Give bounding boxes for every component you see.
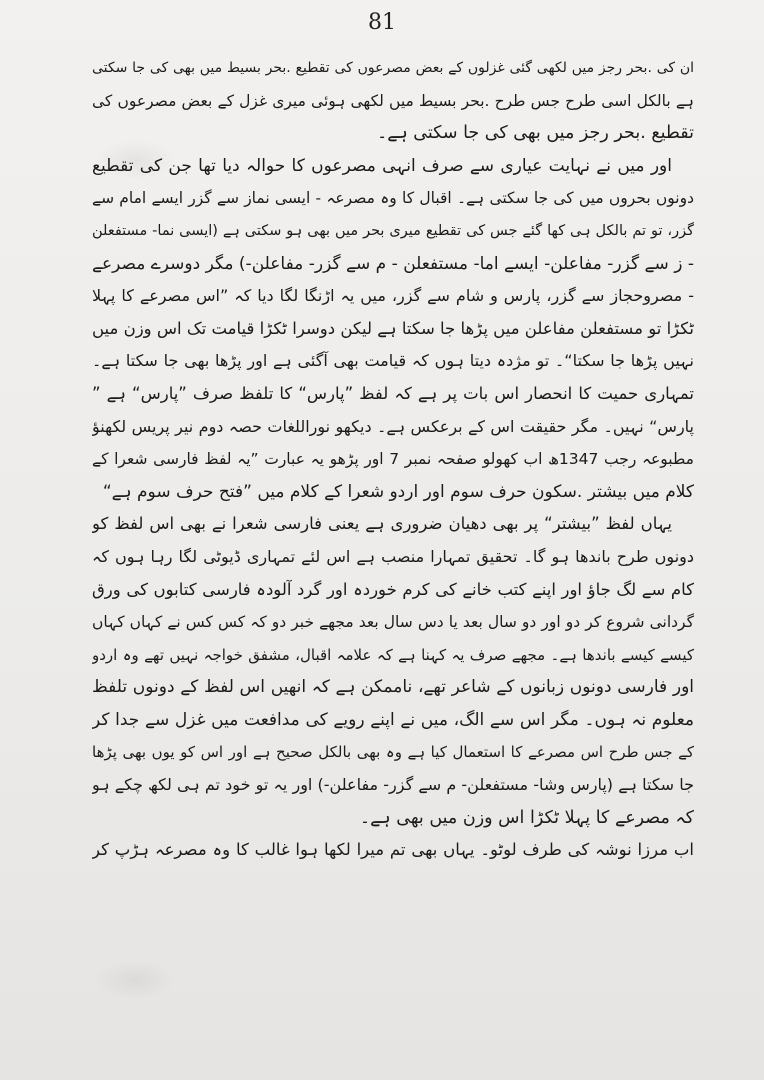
text-line: - مصروحجاز سے گزر، پارس و شام سے گزر، میں یہ اڑنگا لگا دیا کہ ”اس مصرعے کا پہلا [92, 286, 694, 306]
text-line: مطبوعہ رجب 1347ھ اب کھولو صفحہ نمبر 7 اور پڑھو یہ عبارت ”یہ لفظ فارسی شعرا کے [92, 450, 694, 469]
text-line: نہیں پڑھا جا سکتا“۔ تو مژدہ دیتا ہوں کہ قیامت بھی آگئی ہے اور پڑھا بھی جا سکتا ہے۔ [92, 351, 694, 371]
text-line: ٹکڑا تو مستفعلن مفاعلن میں پڑھا جا سکتا ہے لیکن دوسرا ٹکڑا قیامت تک اس وزن میں [92, 318, 694, 338]
text-line: گردانی شروع کر دو اور دو سال بعد یا دس سال بعد مجھے خبر دو کہ کس کس نے کہاں کہاں [92, 613, 694, 632]
text-line: معلوم نہ ہوں۔ مگر اس سے الگ، میں نے اپنے رویے کی مدافعت میں غزل سے جدا کر [92, 709, 694, 730]
text-line: کام سے لگ جاؤ اور اپنے کتب خانے کی کرم خوردہ اور گرد آلودہ فارسی کتابوں کی ورق [92, 579, 694, 599]
text-line: اور میں نے نہایت عیاری سے صرف انہی مصرعوں کا حوالہ دیا تھا جن کی تقطیع [92, 155, 672, 176]
text-line: ان کی .بحر رجز میں لکھی گئی غزلوں کے بعض مصرعوں کی تقطیع .بحر بسیط میں بھی کی جا سکتی [92, 60, 694, 76]
text-line: تقطیع .بحر رجز میں بھی کی جا سکتی ہے۔ [376, 123, 694, 144]
text-line: کے جس طرح اس مصرعے کا استعمال کیا ہے وہ بھی بالکل صحیح ہے اور اس کو یوں بھی پڑھا [92, 743, 694, 762]
text-line: ہے بالکل اسی طرح جس طرح .بحر بسیط میں لکھی ہوئی میری غزل کے بعض مصرعوں کی [92, 91, 694, 110]
text-line: اور فارسی دونوں زبانوں کے شاعر تھے، ناممکن ہے کہ انھیں اس لفظ کے دونوں تلفظ [92, 677, 694, 698]
text-line: کہ مصرعے کا پہلا ٹکڑا اس وزن میں بھی ہے۔ [359, 807, 694, 828]
text-line: گزر، تو تم بالکل ہی کھا گئے جس کی تقطیع میری بحر میں بھی ہو سکتی ہے (ایسی نما- مستفعلن [92, 222, 694, 239]
text-line: کلام میں بیشتر .سکون حرف سوم اور اردو شعرا کے کلام میں ”فتح حرف سوم ہے“ [102, 481, 694, 502]
text-line: جا سکتا ہے (پارس وشا- مستفعلن- م سے گزر- مفاعلن-) اور یہ تو خود تم ہی لکھ چکے ہو [92, 775, 694, 795]
text-line: - ز سے گزر- مفاعلن- ایسے اما- مستفعلن - م سے گزر- مفاعلن-) مگر دوسرے مصرعے [92, 253, 694, 274]
text-line: اب مرزا نوشہ کی طرف لوٹو۔ یہاں بھی تم میرا لکھا ہوا غالب کا وہ مصرعہ ہڑپ کر [92, 840, 694, 860]
page-number: 81 [368, 10, 396, 35]
text-line: کیسے کیسے باندھا ہے۔ مجھے صرف یہ کہنا ہے کہ علامہ اقبال، مشفق خواجہ نہیں تھے وہ اردو [92, 645, 694, 664]
text-line: یہاں لفظ ”بیشتر“ پر بھی دھیان ضروری ہے یعنی فارسی شعرا نے بھی اس لفظ کو [92, 514, 672, 534]
show-through-mark [95, 960, 175, 1000]
body-text [92, 52, 694, 867]
text-line: دونوں بحروں میں کی جا سکتی ہے۔ اقبال کا وہ مصرعہ - ایسی نماز سے گزر ایسے امام سے [92, 189, 694, 208]
text-line: تمہاری حمیت کا انحصار اس بات پر ہے کہ لفظ ”پارس“ کا تلفظ صرف ”پارس“ ہے ” [92, 383, 694, 403]
text-line: پارس“ نہیں۔ مگر حقیقت اس کے برعکس ہے۔ دیکھو نوراللغات حصہ دوم نیر پریس لکھنؤ [92, 416, 694, 436]
text-line: دونوں طرح باندھا ہو گا۔ تحقیق تمہارا منصب ہے اس لئے تمہاری ڈیوٹی لگا رہا ہوں کہ [92, 546, 694, 566]
